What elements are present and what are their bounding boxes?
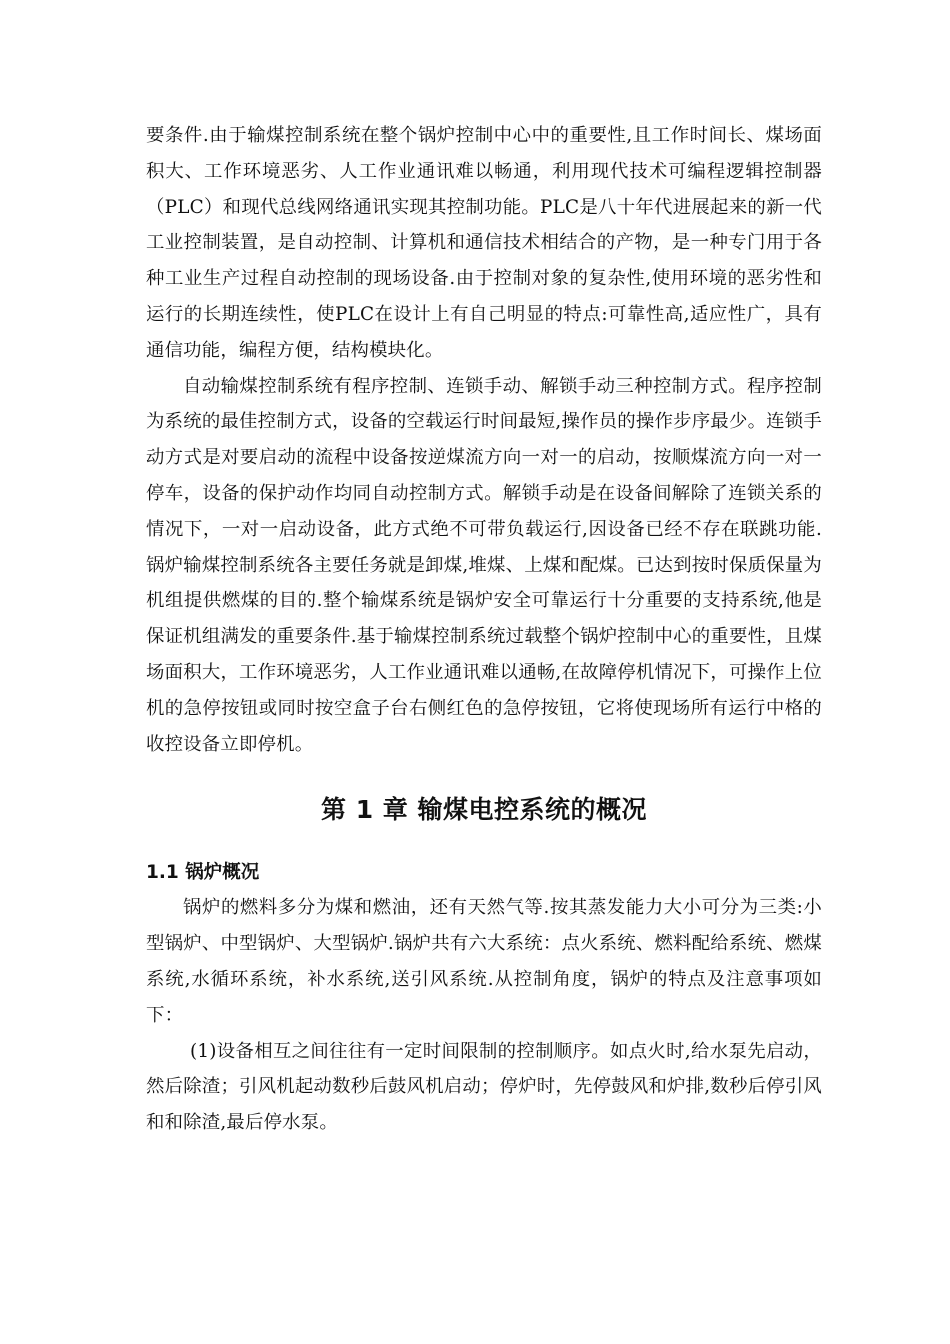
body-paragraph-1: 要条件.由于输煤控制系统在整个锅炉控制中心中的重要性,且工作时间长、煤场面积大、工作环境恶劣、人工作业通讯难以畅通，利用现代技术可编程逻辑控制器（PLC）和现代总线网络通讯实现其控制功能。PLC是八十年代进展起来的新一代工业控制装置，是自动控制、计算机和通信技术相结合的产物，是一种专门用于各种工业生产过程自动控制的现场设备.由于控制对象的复杂性,使用环境的恶劣性和运行的长期连续性，使PLC在设计上有自己明显的特点:可靠性高,适应性广，具有通信功能，编程方便，结构模块化。 [146,125,822,361]
section-paragraph-1: 锅炉的燃料多分为煤和燃油，还有天然气等.按其蒸发能力大小可分为三类:小型锅炉、中型锅炉、大型锅炉.锅炉共有六大系统：点火系统、燃料配给系统、燃煤系统,水循环系统，补水系统,送引风系统.从控制角度，锅炉的特点及注意事项如下： [146,897,822,1026]
body-paragraph-2: 自动输煤控制系统有程序控制、连锁手动、解锁手动三种控制方式。程序控制为系统的最佳控制方式，设备的空载运行时间最短,操作员的操作步序最少。连锁手动方式是对要启动的流程中设备按逆煤流方向一对一的启动，按顺煤流方向一对一停车，设备的保护动作均同自动控制方式。解锁手动是在设备间解除了连锁关系的情况下，一对一启动设备，此方式绝不可带负载运行,因设备已经不存在联跳功能.锅炉输煤控制系统各主要任务就是卸煤,堆煤、上煤和配煤。已达到按时保质保量为机组提供燃煤的目的.整个输煤系统是锅炉安全可靠运行十分重要的支持系统,他是保证机组满发的重要条件.基于输煤控制系统过载整个锅炉控制中心的重要性，且煤场面积大，工作环境恶劣，人工作业通讯难以通畅,在故障停机情况下，可操作上位机的急停按钮或同时按空盒子台右侧红色的急停按钮，它将使现场所有运行中格的收控设备立即停机。 [146,375,822,755]
section-title: 1.1 锅炉概况 [146,862,260,884]
document-page [146,118,822,1141]
chapter-title: 第 1 章 输煤电控系统的概况 [320,795,647,825]
section-paragraph-2: (1)设备相互之间往往有一定时间限制的控制顺序。如点火时,给水泵先启动，然后除渣；引风机起动数秒后鼓风机启动；停炉时，先停鼓风和炉排,数秒后停引风和和除渣,最后停水泵。 [146,1040,822,1134]
